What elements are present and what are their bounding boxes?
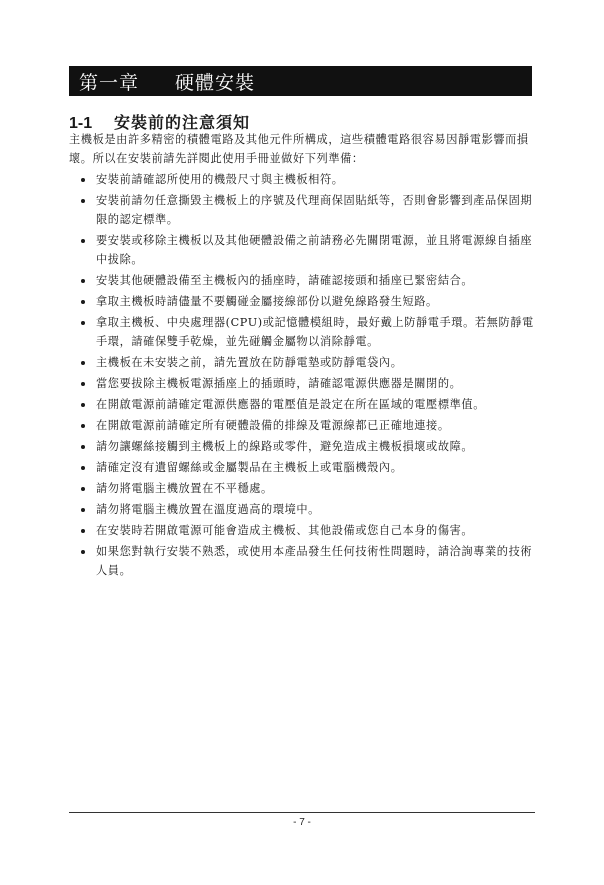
- list-item-text: 安裝前請確認所使用的機殼尺寸與主機板相符。: [96, 173, 344, 186]
- bullet-icon: [81, 361, 85, 365]
- bullet-icon: [81, 321, 85, 325]
- list-item: [69, 353, 535, 372]
- bullet-icon: [81, 300, 85, 304]
- section-number: 1-1: [69, 115, 93, 132]
- list-item: [69, 292, 535, 311]
- chapter-title: 硬體安裝: [175, 71, 256, 94]
- bullet-icon: [81, 508, 85, 512]
- list-item: [69, 521, 535, 540]
- list-item: [69, 271, 535, 290]
- list-item: [69, 231, 535, 269]
- bullet-icon: [81, 529, 85, 533]
- section-title: 安裝前的注意須知: [114, 113, 251, 132]
- list-item-text: 請勿將電腦主機放置在不平穩處。: [96, 482, 273, 495]
- list-item: [69, 458, 535, 477]
- list-item-text: 安裝其他硬體設備至主機板內的插座時，請確認接頭和插座已緊密結合。: [96, 274, 474, 287]
- list-item-text: 主機板在未安裝之前，請先置放在防靜電墊或防靜電袋內。: [96, 356, 403, 369]
- list-item-text: 如果您對執行安裝不熟悉，或使用本產品發生任何技術性問題時，請洽詢專業的技術人員。: [96, 545, 533, 577]
- bullet-icon: [81, 239, 85, 243]
- bullet-icon: [81, 403, 85, 407]
- bullet-icon: [81, 445, 85, 449]
- list-item-text: 請勿將電腦主機放置在溫度過高的環境中。: [96, 503, 320, 516]
- list-item: [69, 191, 535, 229]
- bullet-icon: [81, 199, 85, 203]
- bullet-icon: [81, 487, 85, 491]
- bullet-icon: [81, 178, 85, 182]
- list-item-text: 拿取主機板、中央處理器(CPU)或記憶體模組時，最好戴上防靜電手環。若無防靜電手環，請確保雙手乾燥，並先碰觸金屬物以消除靜電。: [96, 316, 534, 348]
- list-item: [69, 395, 535, 414]
- list-item: [69, 416, 535, 435]
- list-item: [69, 374, 535, 393]
- list-item-text: 安裝前請勿任意撕毀主機板上的序號及代理商保固貼紙等，否則會影響到產品保固期限的認定標準。: [96, 194, 533, 226]
- list-item-text: 在安裝時若開啟電源可能會造成主機板、其他設備或您自己本身的傷害。: [96, 524, 474, 537]
- list-item-text: 請確定沒有遺留螺絲或金屬製品在主機板上或電腦機殼內。: [96, 461, 403, 474]
- bullet-icon: [81, 550, 85, 554]
- bullet-icon: [81, 466, 85, 470]
- list-item: [69, 479, 535, 498]
- chapter-number: 第一章: [79, 71, 140, 94]
- intro-paragraph: 主機板是由許多精密的積體電路及其他元件所構成，這些積體電路很容易因靜電影響而損壞。所以在安裝前請先詳閱此使用手冊並做好下列準備：: [69, 133, 529, 165]
- list-item-text: 拿取主機板時請儘量不要觸碰金屬接線部份以避免線路發生短路。: [96, 295, 438, 308]
- list-item-text: 請勿讓螺絲接觸到主機板上的線路或零件，避免造成主機板損壞或故障。: [96, 440, 474, 453]
- list-item-text: 當您要拔除主機板電源插座上的插頭時，請確認電源供應器是關閉的。: [96, 377, 462, 390]
- list-item: [69, 437, 535, 456]
- list-item-text: 在開啟電源前請確定所有硬體設備的排線及電源線都已正確地連接。: [96, 419, 450, 432]
- page-number: - 7 -: [293, 817, 311, 828]
- footer-divider: [69, 812, 535, 813]
- list-item: [69, 542, 535, 580]
- list-item-text: 要安裝或移除主機板以及其他硬體設備之前請務必先關閉電源，並且將電源線自插座中拔除。: [96, 234, 533, 266]
- bullet-icon: [81, 382, 85, 386]
- chapter-banner: [69, 66, 532, 96]
- list-item: [69, 313, 535, 351]
- bullet-icon: [81, 279, 85, 283]
- precautions-list: [69, 170, 535, 582]
- list-item: [69, 170, 535, 189]
- list-item: [69, 500, 535, 519]
- list-item-text: 在開啟電源前請確定電源供應器的電壓值是設定在所在區域的電壓標準值。: [96, 398, 485, 411]
- bullet-icon: [81, 424, 85, 428]
